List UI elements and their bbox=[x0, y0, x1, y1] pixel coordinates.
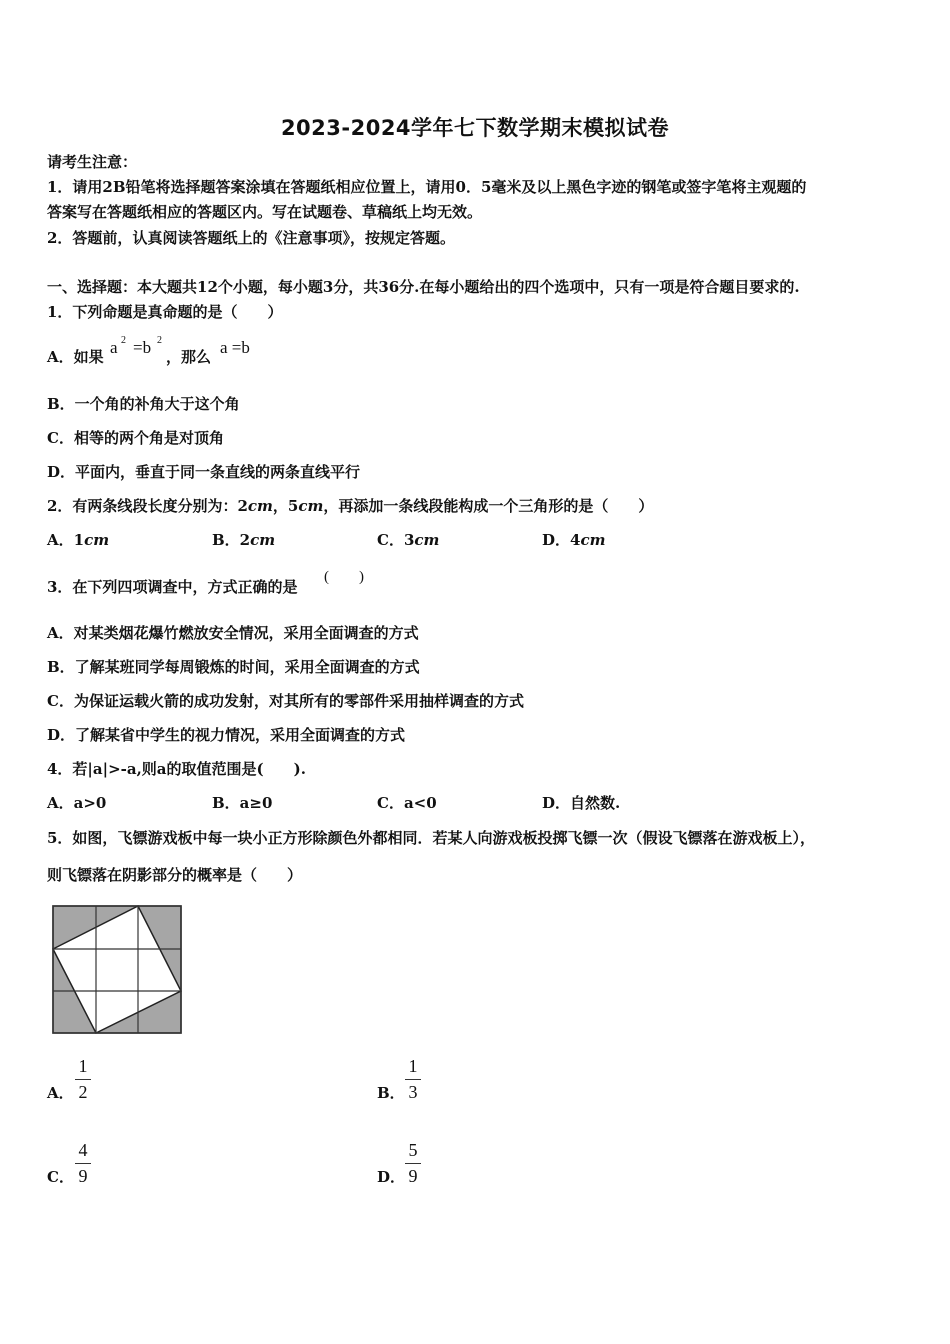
q2-option-a bbox=[47, 530, 109, 550]
q1-option-d: D．平面内，垂直于同一条直线的两条直线平行 bbox=[47, 463, 361, 481]
q2-c-value: C．3 bbox=[377, 531, 415, 549]
fraction-numerator: 1 bbox=[78, 1056, 88, 1076]
q4-option-c: C．a<0 bbox=[377, 794, 437, 812]
q1-option-c: C．相等的两个角是对顶角 bbox=[47, 429, 224, 447]
notice-item1-line1: 1．请用2B铅笔将选择题答案涂填在答题纸相应位置上，请用0．5毫米及以上黑色字迹的钢笔或签字笔将主观题的 bbox=[47, 178, 807, 196]
fraction-bar bbox=[405, 1079, 421, 1080]
q5-stem-line2: 则飞镖落在阴影部分的概率是（ ） bbox=[47, 866, 303, 884]
q2-unit: cm bbox=[414, 531, 440, 549]
q4-option-b: B．a≥0 bbox=[212, 794, 273, 812]
q2-stem-post: ，再添加一条线段能构成一个三角形的是（ ） bbox=[323, 497, 654, 515]
section-heading: 一、选择题：本大题共12个小题，每小题3分，共36分.在每小题给出的四个选项中，只有一项是符合题目要求的. bbox=[47, 278, 800, 296]
q1-a-sup2: 2 bbox=[157, 335, 162, 346]
q1-a-math-rhs: a =b bbox=[220, 338, 250, 357]
q3-stem: 3．在下列四项调查中，方式正确的是 bbox=[47, 578, 298, 596]
q5-option-d-label: D． bbox=[377, 1168, 406, 1186]
q5-option-c-label: C． bbox=[47, 1168, 74, 1186]
fraction-numerator: 4 bbox=[78, 1140, 88, 1160]
q1-a-math-lhs bbox=[110, 338, 118, 358]
q2-unit: cm bbox=[580, 531, 606, 549]
q4-stem: 4．若|a|>-a,则a的取值范围是( ). bbox=[47, 760, 306, 778]
fraction-bar bbox=[75, 1079, 91, 1080]
q1-a-var: a bbox=[110, 338, 118, 357]
q2-unit: cm bbox=[250, 531, 276, 549]
notice-item1-line2: 答案写在答题纸相应的答题区内。写在试题卷、草稿纸上均无效。 bbox=[47, 203, 483, 221]
q3-option-b: B．了解某班同学每周锻炼的时间，采用全面调查的方式 bbox=[47, 658, 420, 676]
notice-header: 请考生注意： bbox=[47, 153, 138, 171]
q2-a-value: A．1 bbox=[47, 531, 85, 549]
fraction-numerator: 5 bbox=[408, 1140, 418, 1160]
q5-option-a-fraction bbox=[75, 1056, 91, 1102]
q3-option-a: A．对某类烟花爆竹燃放安全情况，采用全面调查的方式 bbox=[47, 624, 419, 642]
q1-stem: 1．下列命题是真命题的是（ ） bbox=[47, 303, 283, 321]
fraction-bar bbox=[405, 1163, 421, 1164]
q5-option-d-fraction bbox=[405, 1140, 421, 1186]
q5-stem-line1: 5．如图，飞镖游戏板中每一块小正方形除颜色外都相同．若某人向游戏板投掷飞镖一次（假设飞镖落在游戏板上）， bbox=[47, 829, 815, 847]
fraction-denominator: 9 bbox=[78, 1166, 88, 1186]
q2-unit: cm bbox=[247, 497, 273, 515]
q1-option-b: B．一个角的补角大于这个角 bbox=[47, 395, 240, 413]
q1-a-label: A．如果 bbox=[47, 348, 104, 366]
q3-option-d: D．了解某省中学生的视力情况，采用全面调查的方式 bbox=[47, 726, 406, 744]
q2-option-d bbox=[542, 530, 605, 550]
fraction-denominator: 9 bbox=[408, 1166, 418, 1186]
q5-option-b-label: B． bbox=[377, 1084, 405, 1102]
q2-unit: cm bbox=[84, 531, 110, 549]
q2-stem-mid: ，5 bbox=[272, 497, 299, 515]
q2-b-value: B．2 bbox=[212, 531, 251, 549]
q1-a-mid: ，那么 bbox=[166, 348, 212, 366]
dartboard-figure bbox=[52, 905, 184, 1035]
q2-stem bbox=[47, 496, 653, 516]
q2-option-c bbox=[377, 530, 439, 550]
q3-paren: ( ) bbox=[324, 569, 364, 585]
q5-option-a-label: A． bbox=[47, 1084, 74, 1102]
fraction-denominator: 2 bbox=[78, 1082, 88, 1102]
q5-option-b-fraction bbox=[405, 1056, 421, 1102]
fraction-numerator: 1 bbox=[408, 1056, 418, 1076]
q1-option-a bbox=[47, 347, 104, 367]
fraction-bar bbox=[75, 1163, 91, 1164]
q3-option-c: C．为保证运载火箭的成功发射，对其所有的零部件采用抽样调查的方式 bbox=[47, 692, 524, 710]
q2-unit: cm bbox=[298, 497, 324, 515]
fraction-denominator: 3 bbox=[408, 1082, 418, 1102]
q4-option-d: D．自然数. bbox=[542, 794, 621, 812]
q5-option-c-fraction bbox=[75, 1140, 91, 1186]
q4-option-a: A．a>0 bbox=[47, 794, 107, 812]
notice-item2: 2．答题前，认真阅读答题纸上的《注意事项》，按规定答题。 bbox=[47, 229, 455, 247]
q2-option-b bbox=[212, 530, 275, 550]
q1-a-sup1: 2 bbox=[121, 335, 126, 346]
q2-d-value: D．4 bbox=[542, 531, 581, 549]
q1-a-eq: =b bbox=[133, 338, 152, 357]
q2-stem-pre: 2．有两条线段长度分别为：2 bbox=[47, 497, 248, 515]
page-title: 2023-2024学年七下数学期末模拟试卷 bbox=[280, 116, 670, 140]
